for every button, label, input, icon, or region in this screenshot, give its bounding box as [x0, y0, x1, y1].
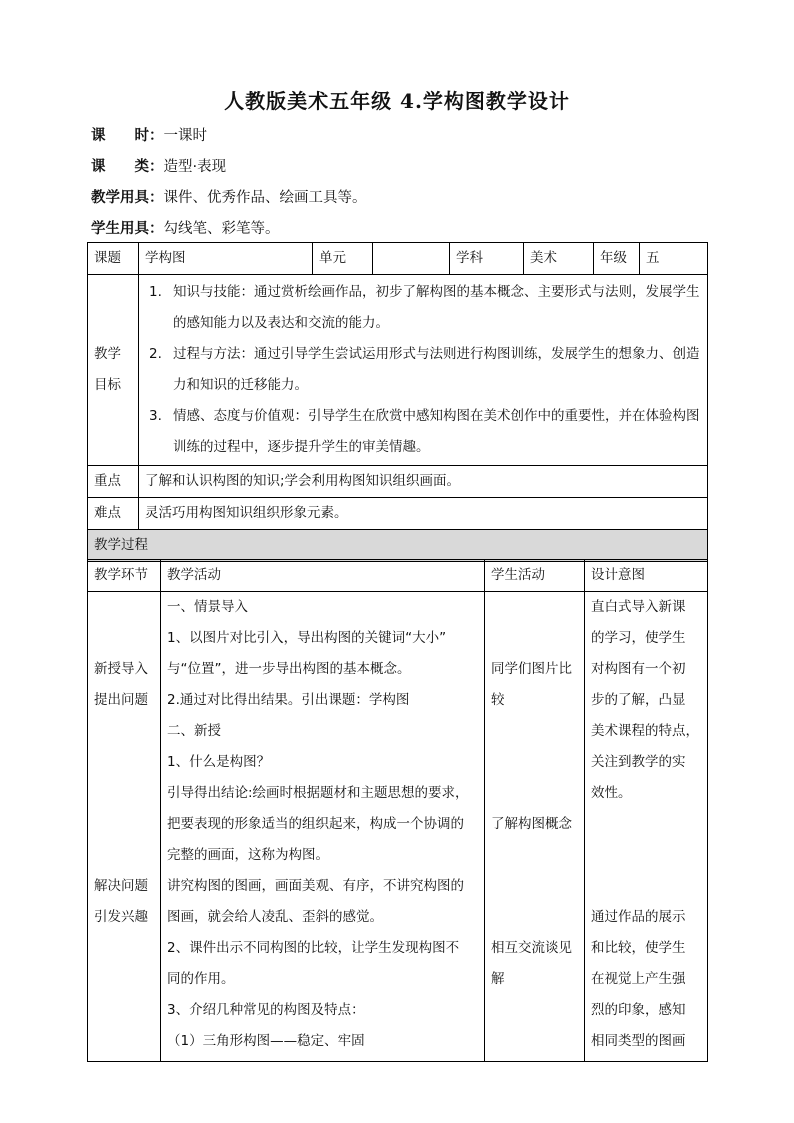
student-line	[491, 716, 578, 747]
goal-number: 3.	[149, 408, 162, 424]
cell-unit-value	[373, 243, 450, 275]
activity-line: 引导得出结论:绘画时根据题材和主题思想的要求，	[167, 785, 469, 801]
process-row	[88, 592, 708, 1062]
student-line: 相互交流谈见	[491, 940, 572, 956]
goals-label-line2: 目标	[94, 377, 121, 393]
cell-subject-label: 学科	[450, 243, 524, 275]
key-point-row	[88, 466, 708, 498]
col-intent: 设计意图	[585, 560, 708, 592]
col-student: 学生活动	[485, 560, 585, 592]
student-line	[491, 747, 578, 778]
meta-student-tools-label: 学生用具：	[91, 221, 164, 237]
activity-line: 2.通过对比得出结果。引出课题：学构图	[167, 692, 410, 708]
stage-line: 引发兴趣	[94, 909, 148, 925]
student-cell	[485, 592, 585, 1062]
meta-type-label: 课 类：	[91, 159, 164, 175]
meta-student-tools	[91, 217, 280, 238]
activity-line: 把要表现的形象适当的组织起来，构成一个协调的	[167, 816, 464, 832]
activity-line: 2、课件出示不同构图的比较，让学生发现构图不	[167, 940, 460, 956]
activity-line: 1、什么是构图？	[167, 754, 271, 770]
intent-line: 烈的印象，感知	[591, 1002, 686, 1018]
intent-line: 通过作品的展示	[591, 909, 686, 925]
goal-number: 1.	[149, 284, 162, 300]
stage-line	[94, 840, 154, 871]
activity-line: 同的作用。	[167, 971, 235, 987]
intent-line: 相同类型的图画	[591, 1033, 686, 1049]
activity-line: 一、情景导入	[167, 599, 248, 615]
lesson-plan-table	[87, 242, 708, 562]
col-activity: 教学活动	[161, 560, 485, 592]
col-stage: 教学环节	[88, 560, 161, 592]
goals-label	[88, 275, 139, 466]
cell-topic-label: 课题	[88, 243, 139, 275]
process-table	[87, 559, 708, 1062]
difficulty-row	[88, 498, 708, 530]
intent-cell	[585, 592, 708, 1062]
meta-teacher-tools-value: 课件、优秀作品、绘画工具等。	[163, 190, 367, 206]
activity-line: （1）三角形构图——稳定、牢固	[167, 1033, 365, 1049]
student-line	[491, 871, 578, 902]
student-line: 同学们图片比	[491, 661, 572, 677]
cell-topic-value: 学构图	[139, 243, 313, 275]
activity-line: 图画，就会给人凌乱、歪斜的感觉。	[167, 909, 383, 925]
student-line: 了解构图概念	[491, 816, 572, 832]
student-line: 较	[491, 692, 505, 708]
goal-item	[145, 401, 701, 463]
cell-unit-label: 单元	[313, 243, 373, 275]
student-line	[491, 840, 578, 871]
cell-grade-value: 五	[640, 243, 708, 275]
intent-line: 关注到教学的实	[591, 754, 686, 770]
columns-row	[88, 560, 708, 592]
intent-line	[591, 809, 701, 840]
stage-line	[94, 716, 154, 747]
stage-cell	[88, 592, 161, 1062]
meta-period-value: 一课时	[163, 128, 207, 144]
intent-line: 和比较，使学生	[591, 940, 686, 956]
goals-label-line1: 教学	[94, 346, 121, 362]
intent-line: 美术课程的特点，	[591, 723, 699, 739]
student-line	[491, 623, 578, 654]
stage-line	[94, 592, 154, 623]
stage-line	[94, 623, 154, 654]
stage-line	[94, 747, 154, 778]
activity-cell	[161, 592, 485, 1062]
goals-content	[139, 275, 708, 466]
student-line	[491, 902, 578, 933]
difficulty-value: 灵活巧用构图知识组织形象元素。	[139, 498, 708, 530]
intent-line: 步的了解，凸显	[591, 692, 686, 708]
goal-item	[145, 339, 701, 401]
cell-subject-value: 美术	[524, 243, 594, 275]
meta-student-tools-value: 勾线笔、彩笔等。	[163, 221, 280, 237]
student-line: 解	[491, 971, 505, 987]
process-header-row	[88, 530, 708, 562]
intent-line: 效性。	[591, 785, 632, 801]
process-header: 教学过程	[88, 530, 708, 562]
intent-line: 对构图有一个初	[591, 661, 686, 677]
header-row	[88, 243, 708, 275]
intent-line: 直白式导入新课	[591, 599, 686, 615]
activity-line: 讲究构图的图画，画面美观、有序，不讲究构图的	[167, 878, 464, 894]
meta-type	[91, 155, 226, 176]
cell-grade-label: 年级	[594, 243, 640, 275]
goal-text: 知识与技能：通过赏析绘画作品，初步了解构图的基本概念、主要形式与法则，发展学生的感知能力以及表达和交流的能力。	[173, 284, 700, 331]
activity-line: 1、以图片对比引入，导出构图的关键词“大小”	[167, 630, 447, 646]
goals-row	[88, 275, 708, 466]
difficulty-label: 难点	[88, 498, 139, 530]
intent-line: 的学习，使学生	[591, 630, 686, 646]
intent-line	[591, 871, 701, 902]
goal-text: 情感、态度与价值观：引导学生在欣赏中感知构图在美术创作中的重要性，并在体验构图训练的过程中，逐步提升学生的审美情趣。	[173, 408, 700, 455]
meta-teacher-tools-label: 教学用具：	[91, 190, 164, 206]
stage-line: 提出问题	[94, 692, 148, 708]
activity-line: 3、介绍几种常见的构图及特点：	[167, 1002, 365, 1018]
intent-line	[591, 840, 701, 871]
intent-line: 在视觉上产生强	[591, 971, 686, 987]
activity-line: 二、新授	[167, 723, 221, 739]
student-line	[491, 778, 578, 809]
key-point-label: 重点	[88, 466, 139, 498]
document-title: 人教版美术五年级 4.学构图教学设计	[224, 89, 570, 113]
stage-line	[94, 809, 154, 840]
stage-line	[94, 778, 154, 809]
goal-item	[145, 277, 701, 339]
activity-line: 完整的画面，这称为构图。	[167, 847, 329, 863]
student-line	[491, 592, 578, 623]
stage-line: 解决问题	[94, 878, 148, 894]
key-point-value: 了解和认识构图的知识;学会利用构图知识组织画面。	[139, 466, 708, 498]
goals-list	[145, 277, 701, 463]
meta-period-label: 课 时：	[91, 128, 164, 144]
meta-period	[91, 124, 207, 145]
activity-line: 与“位置”，进一步导出构图的基本概念。	[167, 661, 411, 677]
goal-number: 2.	[149, 346, 162, 362]
meta-type-value: 造型·表现	[163, 159, 227, 175]
meta-teacher-tools	[91, 186, 367, 207]
stage-line: 新授导入	[94, 661, 148, 677]
goal-text: 过程与方法：通过引导学生尝试运用形式与法则进行构图训练，发展学生的想象力、创造力和知识的迁移能力。	[173, 346, 700, 393]
